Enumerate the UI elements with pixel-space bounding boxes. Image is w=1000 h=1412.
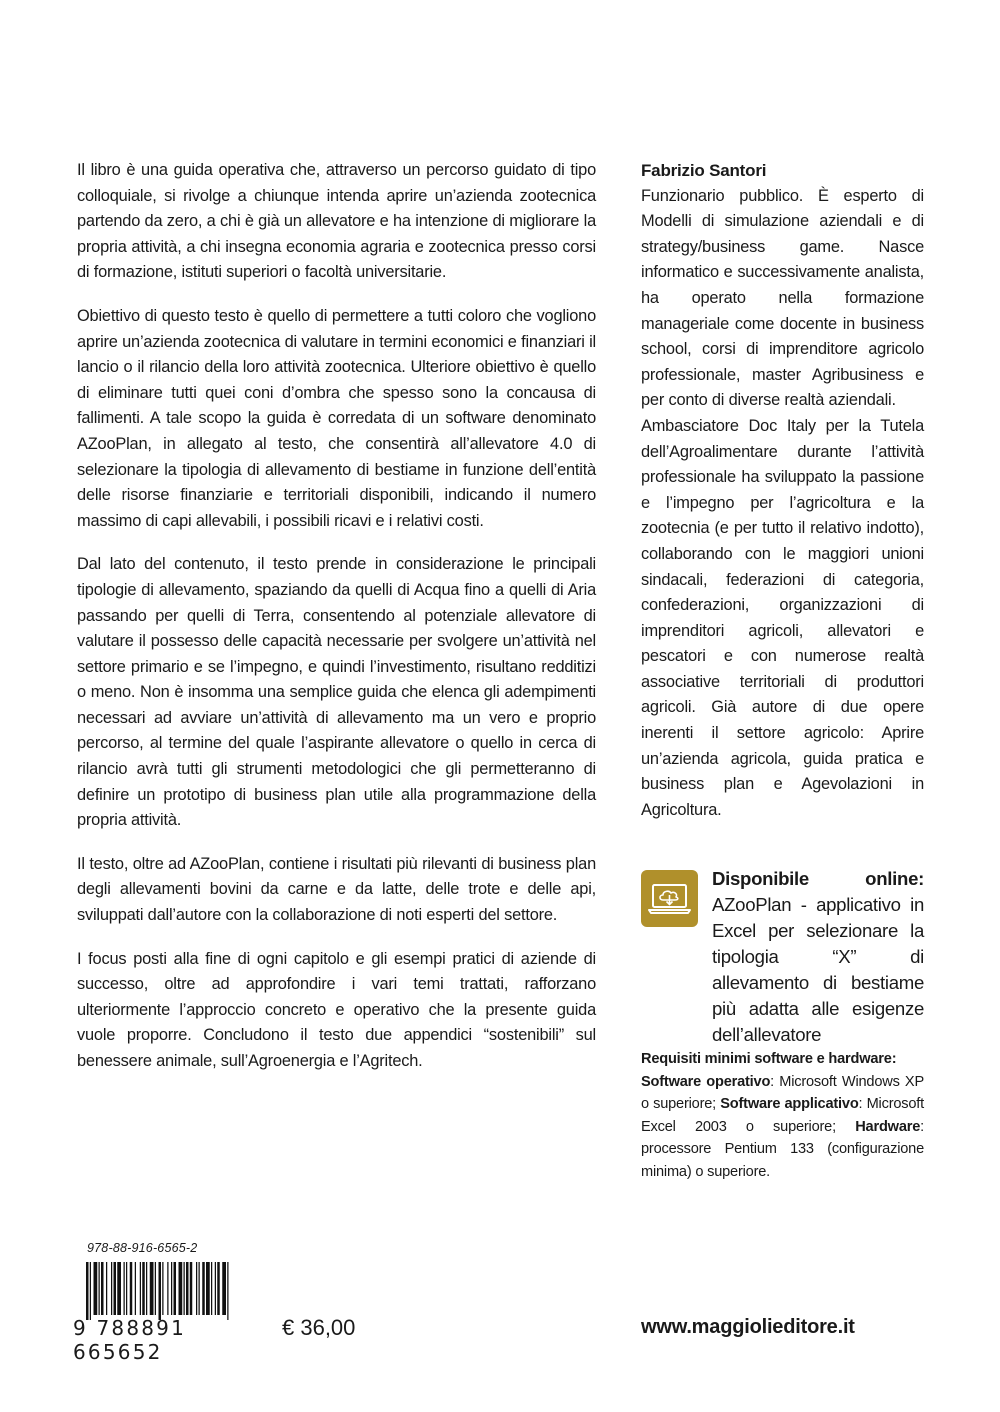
barcode-bar [206, 1262, 210, 1315]
barcode-bar [162, 1262, 163, 1315]
description-paragraph-5: I focus posti alla fine di ogni capitolo e gli esempi pratici di aziende di successo, oltre ad approfondire i vari temi trattati, rafforzano ulteriormente l’approccio concreto e operativo che la presente guida vuole proporre. Concludono il testo due appendici “sostenibili” sul benessere animale, sull’Agroenergia e l’Agritech. [77, 949, 596, 1070]
barcode-bar [159, 1262, 162, 1320]
hardware-value: : processore Pentium 133 (configurazione minima) o superiore. [641, 1118, 924, 1180]
software-operativo-label: Software operativo [641, 1073, 771, 1090]
hardware-label: Hardware [855, 1118, 921, 1135]
barcode-digits: 9 788891 665652 [73, 1316, 187, 1364]
barcode-bar [111, 1262, 112, 1315]
barcode-bar [215, 1262, 216, 1315]
barcode-bar [106, 1262, 107, 1315]
author-bio-1: Funzionario pubblico. È esperto di Modelli di simulazione aziendali e di strategy/business game. Nasce informatico e successivamente analista, ha operato nella formazione manageriale come docente in business school, corsi di imprenditore agricolo professionale, master Agribusiness e per conto di diverse realtà aziendali. [641, 186, 924, 410]
software-operativo-value: : Microsoft Windows XP o superiore; [641, 1073, 924, 1113]
description-paragraph-2: Obiettivo di questo testo è quello di permettere a tutti coloro che vogliono aprire un’azienda zootecnica di valutare in termini economici e finanziari il lancio o il rilancio della loro attività zootecnica. Ulteriore obiettivo è quello di eliminare tutti quei coni d’ombra che spesso sono la concausa di fallimenti. A tale scopo la guida è corredata di un software denominato AZooPlan, in allegato al testo, che consentirà all’allevatore 4.0 di selezionare la tipologia di allevamento di bestiame in funzione dell’entità delle risorse finanziarie e territoriali disponibili, indicando il numero massimo di capi allevabili, i possibili ricavi e i relativi costi. [77, 306, 596, 530]
online-label: Disponibile online: [712, 868, 924, 889]
barcode-bar [130, 1262, 133, 1315]
barcode-bar [217, 1262, 220, 1315]
barcode-bar [90, 1262, 91, 1320]
barcode-bar [171, 1262, 172, 1315]
author-name: Fabrizio Santori [641, 161, 767, 180]
software-applicativo-value: : Microsoft Excel 2003 o superiore; [641, 1096, 924, 1135]
barcode-bar [86, 1262, 89, 1320]
barcode-bar [126, 1262, 127, 1315]
barcode-bar [94, 1262, 98, 1315]
barcode-bar [190, 1262, 193, 1315]
barcode-bar [199, 1262, 200, 1315]
barcode-bar [114, 1262, 117, 1315]
barcode-bar [135, 1262, 136, 1315]
system-requirements [641, 1048, 924, 1184]
barcode-bar [222, 1262, 226, 1315]
barcode-bar [150, 1262, 154, 1315]
barcode-bar [155, 1262, 156, 1315]
barcode-bar [99, 1262, 100, 1315]
barcode-bar [124, 1262, 125, 1315]
barcode-bar [179, 1262, 183, 1315]
description-paragraph-1: Il libro è una guida operativa che, attraverso un percorso guidato di tipo colloquiale, si rivolge a chiunque intenda aprire un’azienda zootecnica partendo da zero, a chi è già un allevatore e ha intenzione di migliorare la propria attività, a chi insegna economia agraria e zootecnica presso corsi di formazione, istituti superiori o facoltà universitarie. [77, 161, 596, 282]
barcode-bar [174, 1262, 177, 1315]
cloud-download-laptop-icon [641, 870, 698, 927]
barcode-bar [211, 1262, 212, 1315]
barcode-bar [184, 1262, 185, 1315]
online-description [712, 866, 924, 1048]
isbn-number: 978-88-916-6565-2 [87, 1241, 198, 1255]
description-paragraph-3: Dal lato del contenuto, il testo prende in considerazione le principali tipologie di allevamento, spaziando da quelli di Acqua fino a quelli di Aria passando per quelli di Terra, consentendo al potenziale allevatore di valutare il possesso delle capacità necessarie per svolgere un’attività nel settore primario e se l’impegno, e quindi l’investimento, risultano redditizi o meno. Non è insomma una semplice guida che elenca gli adempimenti necessari ad avviare un’attività di allevamento ma un vero e proprio percorso, al termine del quale l’aspirante allevatore o quello in cerca di rilancio avrà tutti gli strumenti metodologici che gli permetteranno di definire un prototipo di business plan utile alla programmazione della propria attività. [77, 555, 596, 830]
barcode-bar [186, 1262, 189, 1315]
barcode-bar [142, 1262, 145, 1315]
requirements-title: Requisiti minimi software e hardware: [641, 1051, 897, 1067]
author-bio-2: Ambasciatore Doc Italy per la Tutela dell’Agroalimentare durante l’attività professionale ha sviluppato la passione e l’impegno per l’agricoltura e la zootecnia (e per tutto il relativo indotto), collaborando con le maggiori unioni sindacali, federazioni di categoria, confederazioni, organizzazioni di imprenditori agricoli, allevatori e pescatori e con numerose realtà associative territoriali di produttori agricoli. Già autore di due opere inerenti il settore agricolo: Aprire un’azienda agricola, guida pratica e business plan e Agevolazioni in Agricoltura. [641, 416, 924, 819]
barcode-bar [117, 1262, 121, 1315]
barcode-bar [196, 1262, 197, 1315]
software-applicativo-label: Software applicativo [720, 1096, 859, 1113]
online-text: AZooPlan - applicativo in Excel per selezionare la tipologia “X” di allevamento di bestiame più adatta alle esigenze dell’allevatore [712, 894, 924, 1045]
publisher-website: www.maggiolieditore.it [641, 1316, 855, 1338]
barcode-bar [140, 1262, 141, 1315]
barcode-bar [227, 1262, 228, 1320]
barcode-bar [167, 1262, 168, 1315]
author-column [641, 158, 924, 823]
price: € 36,00 [282, 1315, 356, 1340]
description-column [77, 158, 596, 1093]
barcode-bar [146, 1262, 147, 1315]
barcode-bar [101, 1262, 104, 1315]
barcode-bar [202, 1262, 205, 1315]
barcode-image [86, 1262, 272, 1320]
description-paragraph-4: Il testo, oltre ad AZooPlan, contiene i risultati più rilevanti di business plan degli allevamenti bovini da carne e da latte, delle trote e delle api, sviluppati dall’autore con la collaborazione di noti esperti del settore. [77, 854, 596, 925]
